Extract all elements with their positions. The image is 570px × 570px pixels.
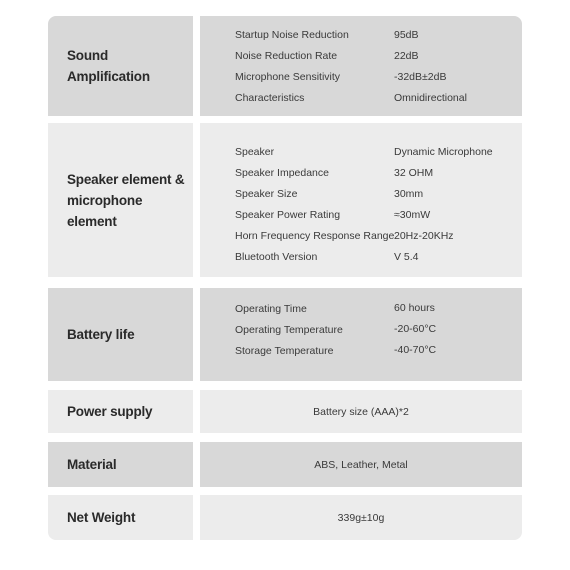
category-label: Material <box>48 442 193 487</box>
spec-label: Bluetooth Version <box>235 251 318 263</box>
spec-value: -20-60°C <box>394 323 437 335</box>
spec-label: Horn Frequency Response Range <box>235 230 395 242</box>
spec-value: -40-70°C <box>394 344 437 356</box>
spec-value: -32dB±2dB <box>394 71 447 83</box>
spec-cell <box>200 16 522 116</box>
spec-cell <box>200 495 522 540</box>
spec-cell <box>200 123 522 277</box>
category-label: Battery life <box>48 288 193 381</box>
spec-cell <box>200 288 522 381</box>
spec-label: Microphone Sensitivity <box>235 71 341 83</box>
spec-value: ≈30mW <box>394 209 431 221</box>
spec-cell <box>200 390 522 433</box>
spec-value: Omnidirectional <box>394 92 467 104</box>
category-label: Power supply <box>48 390 193 433</box>
spec-value: 32 OHM <box>394 167 434 179</box>
spec-row-material <box>48 442 522 487</box>
spec-value: 339g±10g <box>337 511 385 524</box>
spec-table <box>48 16 522 540</box>
category-label-line: Speaker element & <box>67 171 185 187</box>
category-label-line: microphone element <box>67 192 143 229</box>
spec-label: Speaker Size <box>235 188 298 200</box>
spec-value: ABS, Leather, Metal <box>314 458 408 471</box>
spec-label: Speaker <box>235 146 275 158</box>
spec-label: Startup Noise Reduction <box>235 29 349 41</box>
spec-label: Noise Reduction Rate <box>235 50 338 62</box>
spec-row-speaker-element <box>48 123 522 277</box>
spec-value: 95dB <box>394 29 419 41</box>
spec-value: Battery size (AAA)*2 <box>313 405 409 418</box>
spec-value: 22dB <box>394 50 419 62</box>
category-label <box>48 123 193 277</box>
spec-label: Operating Temperature <box>235 324 343 336</box>
spec-label: Speaker Power Rating <box>235 209 341 221</box>
spec-row-net-weight <box>48 495 522 540</box>
spec-row-battery-life <box>48 288 522 381</box>
spec-value: 30mm <box>394 188 424 200</box>
spec-label: Storage Temperature <box>235 345 334 357</box>
spec-value: Dynamic Microphone <box>394 146 493 158</box>
spec-label: Operating Time <box>235 303 307 315</box>
category-label: Sound Amplification <box>48 16 193 116</box>
spec-label: Characteristics <box>235 92 305 104</box>
category-label: Net Weight <box>48 495 193 540</box>
spec-value: 20Hz-20KHz <box>394 230 454 242</box>
spec-row-sound-amplification <box>48 16 522 116</box>
spec-value: 60 hours <box>394 302 435 314</box>
spec-value: V 5.4 <box>394 251 419 263</box>
spec-label: Speaker Impedance <box>235 167 329 179</box>
spec-row-power-supply <box>48 390 522 433</box>
spec-cell <box>200 442 522 487</box>
